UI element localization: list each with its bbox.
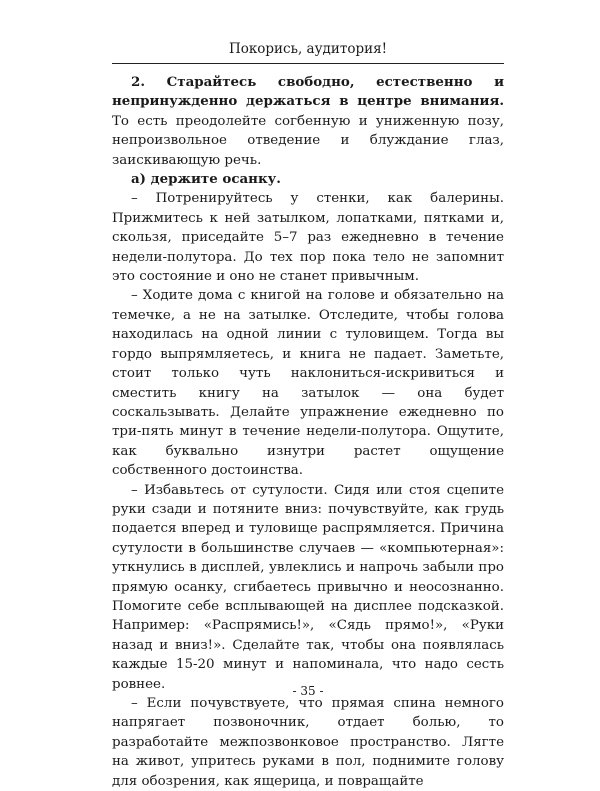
paragraph: – Ходите дома с книгой на голове и обязательно на темечке, а не на затылке. Отследите, чтобы голова находилась на одной линии с туловищем. Тогда вы гордо выпрямляетесь, и книга не падает. Заметьте, стоит только чуть наклониться-искривиться и сместить книгу на затылок — она будет соскальзывать. Делайте упражнение ежедневно по три-пять минут в течение недели-полутора. Ощутите, как буквально изнутри растет ощущение собственного достоинства. <box>112 288 504 479</box>
section-heading: 2. Старайтесь свободно, естественно и непринужденно держаться в центре внимания. <box>112 74 504 110</box>
running-header: Покорись, аудитория! <box>112 40 504 64</box>
subheading-text: а) держите осанку. <box>131 171 281 188</box>
section-heading-continuation: То есть преодолейте согбенную и униженную позу, непроизвольное отведение и блуждание глаз, заискивающую речь. <box>112 113 504 168</box>
paragraph: – Избавьтесь от сутулости. Сидя или стоя сцепите руки сзади и потяните вниз: почувствуйте, как грудь подается вперед и туловище распрямляется. Причина сутулости в большинстве случаев — «компьютерная»: уткнулись в дисплей, увлеклись и напрочь забыли про прямую осанку, сгибаетесь привычно и неосознанно. Помогите себе всплывающей на дисплее подсказкой. Например: «Распрямись!», «Сядь прямо!», «Руки назад и вниз!». Сделайте так, чтобы она появлялась каждые 15-20 минут и напоминала, что надо сесть ровнее. <box>112 482 504 692</box>
book-page <box>112 40 504 791</box>
page-number: - 35 - <box>292 684 324 698</box>
paragraph: – Потренируйтесь у стенки, как балерины. Прижмитесь к ней затылком, лопатками, пятками и, скользя, приседайте 5–7 раз ежедневно в течение недели-полутора. До тех пор пока тело не запомнит это состояние и оно не станет привычным. <box>112 191 504 285</box>
section-heading-paragraph <box>112 73 504 170</box>
paragraph: – Если почувствуете, что прямая спина немного напрягает позвоночник, отдает болью, то разработайте межпозвонковое пространство. Лягте на живот, упритесь руками в пол, поднимите голову для обозрения, как ящерица, и повращайте <box>112 696 504 789</box>
subheading <box>112 170 504 189</box>
